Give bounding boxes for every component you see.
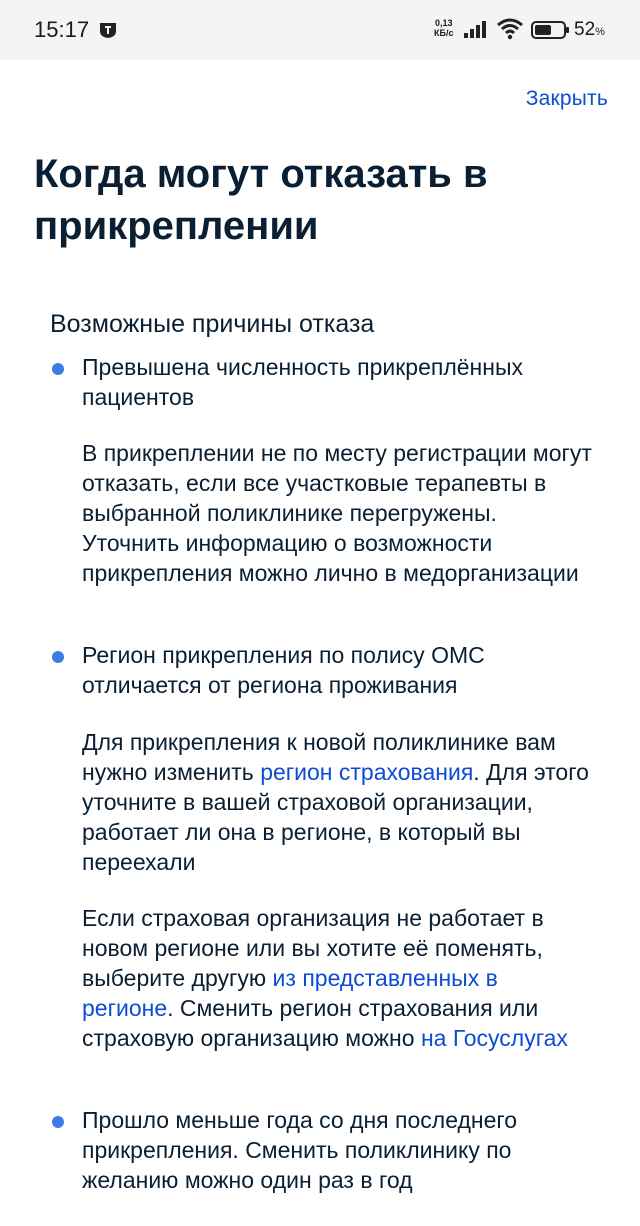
battery-icon <box>531 20 571 45</box>
shield-app-icon <box>99 21 117 39</box>
status-time: 15:17 <box>34 17 90 42</box>
insurer-text-middle: . Сменить регион страхования или страховую организацию можно <box>82 995 539 1051</box>
reason-2-heading: Регион прикрепления по полису ОМС отличается от региона проживания <box>82 642 485 698</box>
reason-1-heading: Превышена численность прикреплённых пациентов <box>82 354 523 410</box>
close-button[interactable]: Закрыть <box>525 87 608 110</box>
wifi-icon <box>497 18 523 45</box>
bullet-dot <box>52 651 64 663</box>
reason-3-heading: Прошло меньше года со дня последнего прикрепления. Сменить поликлинику по желанию можно один раз в год <box>82 1107 518 1193</box>
network-speed-unit: КБ/с <box>434 28 454 38</box>
reason-2-text-after: . Для этого уточните в вашей страховой организации, работает ли она в регионе, в который вы переехали <box>82 759 589 875</box>
status-bar <box>0 0 640 60</box>
insurance-region-link[interactable]: регион страхования <box>260 759 474 785</box>
gosuslugi-link[interactable]: на Госуслугах <box>420 1025 568 1051</box>
network-speed <box>434 18 453 38</box>
page-title: Когда могут отказать в прикреплении <box>34 152 488 248</box>
reason-2-description <box>82 727 592 877</box>
network-speed-value: 0,13 <box>434 18 453 28</box>
signal-icon <box>464 20 490 43</box>
bullet-dot <box>52 363 64 375</box>
battery-percent-suffix: % <box>595 26 605 38</box>
insurer-text-before: Если страховая организация не работает в новом регионе или вы хотите её поменять, выберите другую <box>82 905 544 991</box>
reason-1-description: В прикреплении не по месту регистрации могут отказать, если все участковые терапевты в выбранной поликлинике перегружены. Уточнить информацию о возможности прикрепления можно лично в медорганизации <box>82 440 592 586</box>
reason-2-insurer-change <box>82 903 592 1053</box>
section-title: Возможные причины отказа <box>50 310 375 338</box>
battery-percent <box>574 19 605 41</box>
regional-insurers-link[interactable]: из представленных в регионе <box>82 965 498 1021</box>
bullet-dot <box>52 1116 64 1128</box>
reason-2-text-before: Для прикрепления к новой поликлинике вам нужно изменить <box>82 729 556 785</box>
battery-percent-value: 52 <box>574 19 596 40</box>
